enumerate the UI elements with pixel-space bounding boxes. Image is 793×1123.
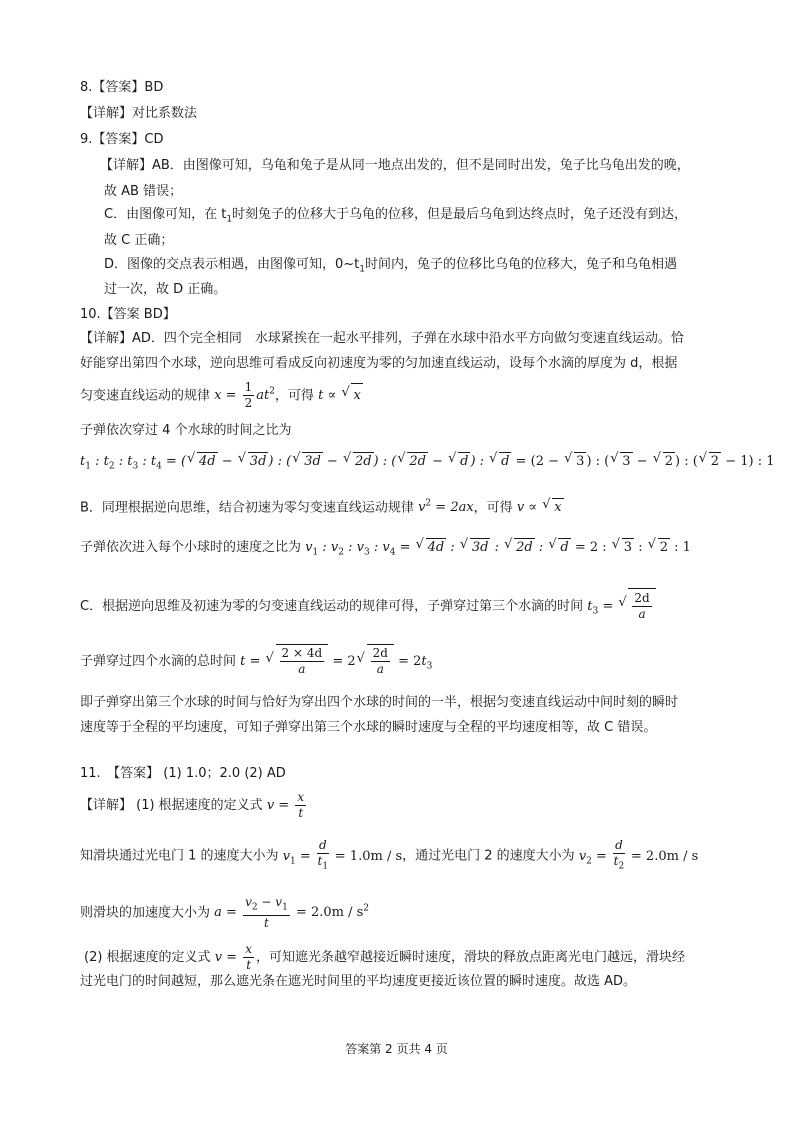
q9-d-line1: D．图像的交点表示相遇，由图像可知，$0\sim t_1$时间内，兔子的位移比乌龟的位移大，兔子和乌龟相遇 bbox=[104, 257, 678, 275]
total-time-formula: t = √ $\frac{2 \times 4d}{a}$ = 2 √ $\frac{2d}{a}$ = $2t_3$ bbox=[240, 654, 432, 669]
velocity-definition-formula-2: v = $\frac{x}{t}$ bbox=[214, 942, 252, 972]
q10-ad-line1: 【详解】AD．四个完全相同 水球紧挨在一起水平排列，子弹在水球中沿水平方向做匀变速直线运动。恰 bbox=[80, 331, 684, 346]
q10-c-line: C．根据逆向思维及初速为零的匀变速直线运动的规律可得，子弹穿过第三个水滴的时间 $t_3$ = √ $\frac{2d}{a}$ bbox=[80, 588, 656, 629]
q8-detail: 【详解】对比系数法 bbox=[80, 106, 198, 121]
q10-v-ratio: 子弹依次进入每个小球时的速度之比为 $v_1$ : $v_2$ : $v_3$ : $v_4$ = √ 4d : √ 3d : √ 2d : √ d = 2 : √ 3 : √ 2 : 1 bbox=[80, 538, 691, 562]
q11-answer: 11. 【答案】 (1) 1.0；2.0 (2) AD bbox=[80, 766, 286, 781]
q11-a-line: 则滑块的加速度大小为 a = $\frac{v_2 - v_1}{t}$ = $2.0m / s^2$ bbox=[80, 894, 370, 931]
q9-d-line2: 过一次，故 D 正确。 bbox=[104, 282, 227, 297]
velocity-definition-formula: v = $\frac{x}{t}$ bbox=[266, 790, 305, 820]
v2-formula: $v_2$ = $\frac{d}{t_2}$ = 2.0m / s bbox=[578, 838, 699, 872]
time-ratio-formula: $t_1$ : $t_2$ : $t_3$ : $t_4$ = (√ 4d − √ 3d ) : (√ 3d − √ 2d ) : (√ 2d − √ d ) : √ d = (2 − √ 3 ) : (√ 3 − √ 2 ) : (√ 2 − 1) : 1 bbox=[80, 452, 774, 476]
q10-ad-line3: 匀变速直线运动的规律 x = $\frac{1}{2}$ $at^2$，可得 t ∝ √ x bbox=[80, 380, 363, 411]
q9-c-line1: C．由图像可知，在 $t_1$时刻兔子的位移大于乌龟的位移，但是最后乌龟到达终点时，兔子还没有到达， bbox=[104, 207, 688, 225]
q10-concl-line2: 速度等于全程的平均速度，可知子弹穿出第三个水球的瞬时速度与全程的平均速度相等，故 C 错误。 bbox=[80, 720, 657, 735]
q9-ab-line2: 故 AB 错误； bbox=[104, 184, 183, 199]
t3-formula: $t_3$ = √ $\frac{2d}{a}$ bbox=[587, 599, 655, 614]
q9-ab-line1: 【详解】AB．由图像可知，乌龟和兔子是从同一地点出发的，但不是同时出发，兔子比乌龟出发的晚， bbox=[100, 158, 690, 173]
acceleration-formula: a = $\frac{v_2 - v_1}{t}$ = $2.0m / s^2$ bbox=[214, 894, 370, 931]
velocity-ratio-formula: $v_1$ : $v_2$ : $v_3$ : $v_4$ = √ 4d : √ 3d : √ 2d : √ d = 2 : √ 3 : √ 2 : 1 bbox=[305, 540, 691, 555]
page-footer: 答案第 2 页共 4 页 bbox=[345, 1042, 448, 1056]
q10-time-ratio-intro: 子弹依次穿过 4 个水球的时间之比为 bbox=[80, 423, 292, 438]
q10-answer: 10.【答案 BD】 bbox=[80, 307, 176, 322]
q10-ad-line2: 好能穿出第四个水球，逆向思维可看成反向初速度为零的匀加速直线运动，设每个水滴的厚度为 d，根据 bbox=[80, 356, 678, 371]
q11-v-line: 知滑块通过光电门 1 的速度大小为 $v_1$ = $\frac{d}{t_1}$ = 1.0m / s，通过光电门 2 的速度大小为 $v_2$ = $\frac{d}{t_2}$ = 2.0m / s bbox=[80, 838, 699, 872]
velocity-proportional-formula: v ∝ √ x bbox=[517, 500, 564, 515]
q11-p2-line2: 过光电门的时间越短，那么遮光条在遮光时间里的平均速度更接近该位置的瞬时速度。故选 AD。 bbox=[80, 974, 637, 989]
displacement-formula: x = $\frac{1}{2}$ $at^2$ bbox=[214, 380, 276, 411]
q11-p2-line1: (2) 根据速度的定义式 v = $\frac{x}{t}$ ，可知遮光条越窄越接近瞬时速度，滑块的释放点距离光电门越远，滑块经 bbox=[84, 942, 686, 972]
q9-answer: 9.【答案】CD bbox=[80, 132, 164, 147]
time-proportional-formula: t ∝ √ x bbox=[318, 388, 363, 403]
q10-b-line: B．同理根据逆向思维，结合初速为零匀变速直线运动规律 $v^2 = 2ax$，可得 v ∝ √ x bbox=[80, 495, 564, 517]
q10-total-time: 子弹穿过四个水滴的总时间 t = √ $\frac{2 \times 4d}{a}$ = 2 √ $\frac{2d}{a}$ = $2t_3$ bbox=[80, 644, 432, 684]
q8-answer: 8.【答案】BD bbox=[80, 80, 164, 95]
q11-detail1: 【详解】 (1) 根据速度的定义式 v = $\frac{x}{t}$ bbox=[80, 790, 308, 821]
velocity-squared-formula: $v^2 = 2ax$ bbox=[418, 499, 474, 516]
q10-concl-line1: 即子弹穿出第三个水球的时间与恰好为穿出四个水球的时间的一半，根据匀变速直线运动中间时刻的瞬时 bbox=[80, 695, 679, 710]
v1-formula: $v_1$ = $\frac{d}{t_1}$ = 1.0m / s bbox=[282, 838, 403, 872]
q9-c-line2: 故 C 正确； bbox=[104, 233, 174, 248]
